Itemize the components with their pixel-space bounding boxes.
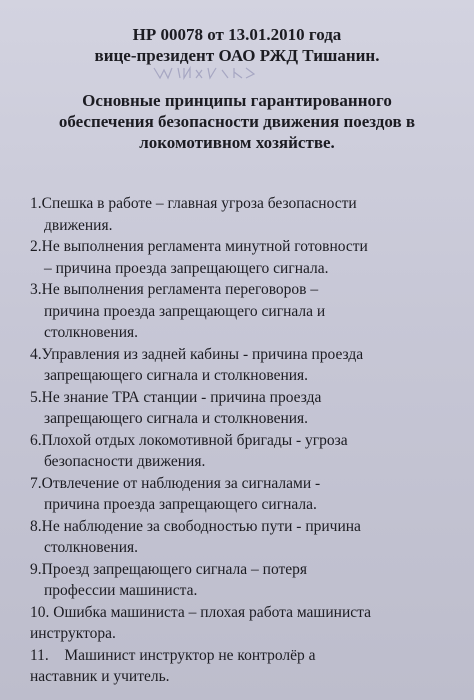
item-text-line-2: наставник и учитель. <box>30 668 170 685</box>
item-number: 4. <box>30 345 42 363</box>
document-subtitle <box>0 90 474 153</box>
item-text-line-2: профессии машиниста. <box>44 582 198 599</box>
item-number: 2. <box>30 238 42 255</box>
item-text-line-3: столкновения. <box>44 324 139 341</box>
document-header <box>0 24 474 66</box>
item-text-line-1: Не выполнения регламента минутной готовности <box>41 238 368 255</box>
item-text-line-2: безопасности движения. <box>44 453 206 470</box>
item-number: 6. <box>30 431 42 449</box>
item-text-line-2: столкновения. <box>44 539 139 556</box>
item-number: 5. <box>30 388 42 406</box>
item-number: 7. <box>30 474 42 492</box>
list-item <box>30 516 450 559</box>
list-item <box>30 193 450 236</box>
item-text-line-2: причина проезда запрещающего сигнала и <box>44 302 326 320</box>
list-item <box>30 473 450 516</box>
item-text-line-1: Не наблюдение за свободностью пути - причина <box>41 517 361 535</box>
header-line-2: вице-президент ОАО РЖД Тишанин. <box>94 46 380 65</box>
item-number: 11. <box>30 646 49 664</box>
list-item <box>30 387 450 430</box>
list-item <box>30 559 450 602</box>
item-text-line-2: запрещающего сигнала и столкновения. <box>44 367 309 384</box>
item-number: 10. <box>30 603 50 621</box>
list-item <box>30 236 450 279</box>
item-text-line-2: движения. <box>44 216 113 234</box>
item-number: 8. <box>30 517 42 535</box>
principles-list <box>30 193 450 688</box>
item-text-line-1: Спешка в работе – главная угроза безопасности <box>41 195 357 212</box>
item-text-line-1: Плохой отдых локомотивной бригады - угроза <box>41 431 348 449</box>
item-text-line-1: Не знание ТРА станции - причина проезда <box>41 388 322 406</box>
subtitle-line-1: Основные принципы гарантированного <box>82 91 392 110</box>
item-text-line-2: – причина проезда запрещающего сигнала. <box>44 259 329 277</box>
list-item <box>30 645 450 688</box>
item-number: 3. <box>30 281 42 298</box>
item-text-line-2: причина проезда запрещающего сигнала. <box>44 496 317 513</box>
list-item <box>30 602 450 645</box>
item-text-line-1: Отвлечение от наблюдения за сигналами - <box>41 474 321 492</box>
item-text-line-1: Управления из задней кабины - причина проезда <box>41 345 364 363</box>
item-text-line-1: Не выполнения регламента переговоров – <box>41 281 319 298</box>
subtitle-line-2: обеспечения безопасности движения поездов в <box>58 112 416 131</box>
item-number: 1. <box>30 195 42 212</box>
subtitle-line-3: локомотивном хозяйстве. <box>139 133 335 152</box>
list-item <box>30 279 450 344</box>
item-text-line-2: инструктора. <box>30 625 116 642</box>
item-text-line-1: Ошибка машиниста – плохая работа машиниста <box>53 603 371 621</box>
item-number: 9. <box>30 560 42 578</box>
list-item <box>30 344 450 387</box>
list-item <box>30 430 450 473</box>
header-line-1: НР 00078 от 13.01.2010 года <box>132 25 342 44</box>
item-text-line-1: Машинист инструктор не контролёр а <box>64 646 316 664</box>
item-text-line-2: запрещающего сигнала и столкновения. <box>44 410 309 427</box>
item-text-line-1: Проезд запрещающего сигнала – потеря <box>41 560 308 578</box>
handwritten-scribble <box>150 62 270 84</box>
